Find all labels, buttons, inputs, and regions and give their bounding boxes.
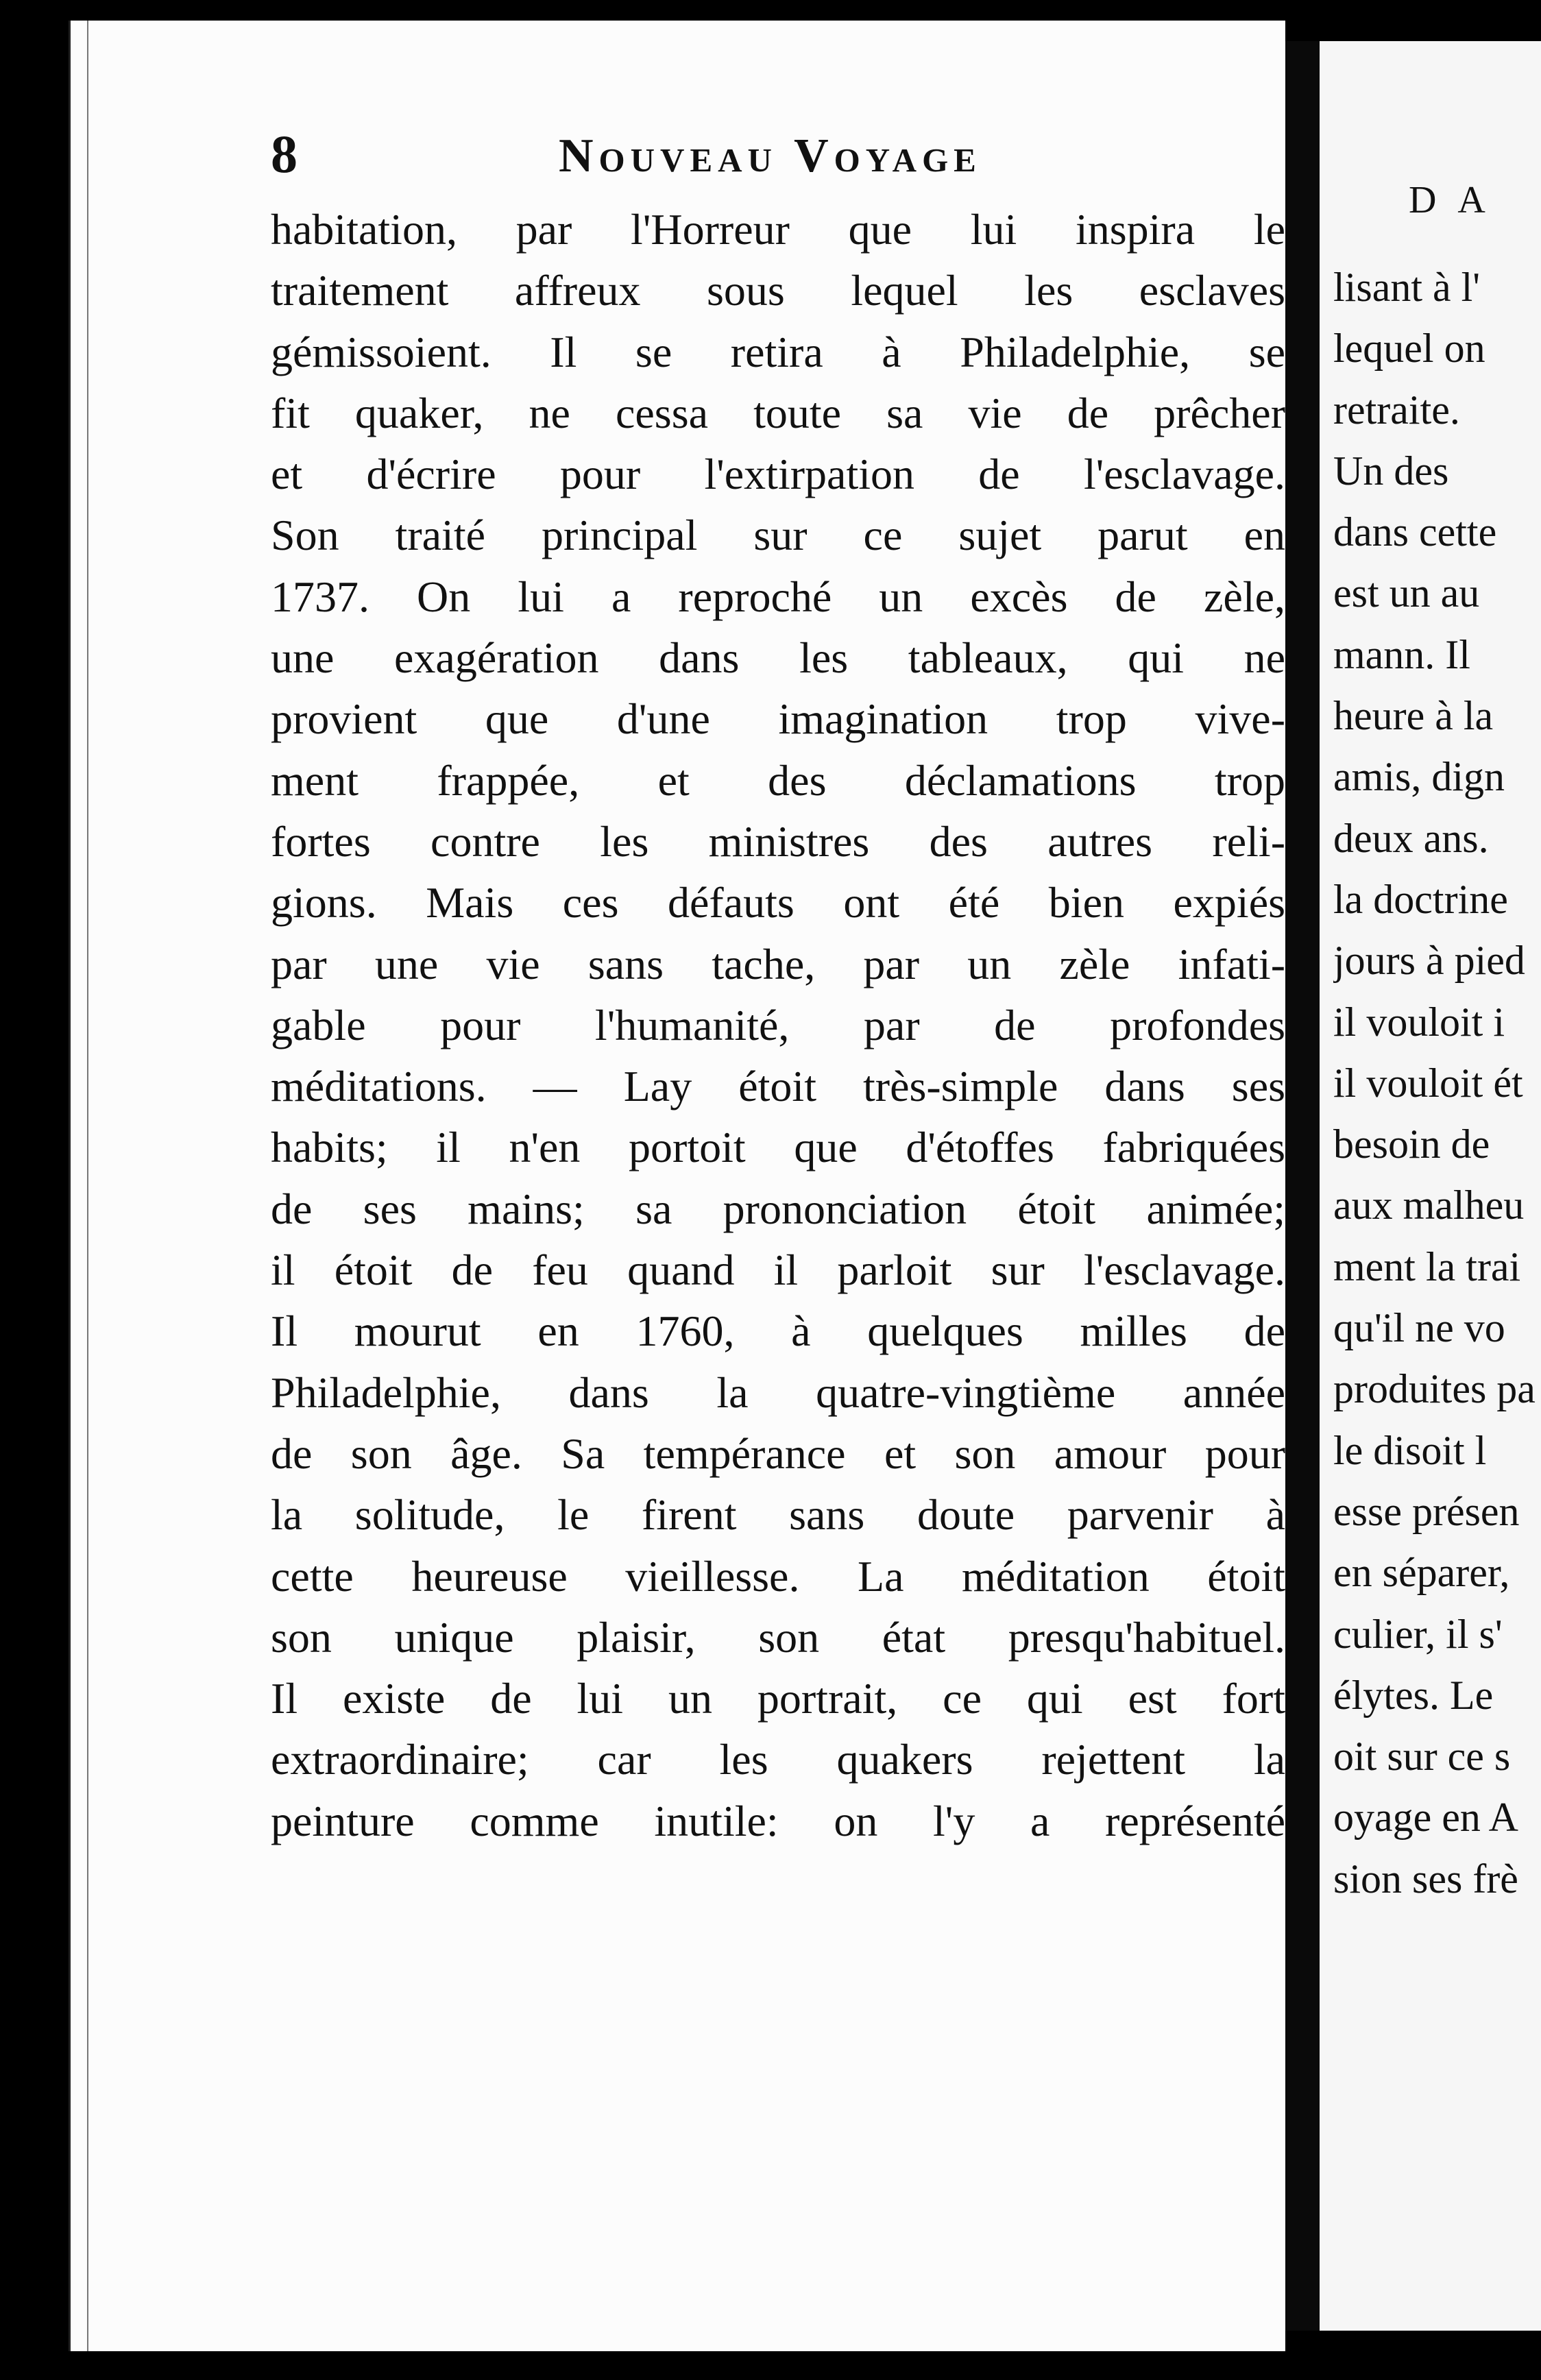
text-line: est un au xyxy=(1333,570,1480,616)
text-line: mann. Il xyxy=(1333,631,1470,677)
text-line: jours à pied xyxy=(1333,938,1525,984)
text-line: amis, dign xyxy=(1333,754,1505,800)
text-line: esse présen xyxy=(1333,1488,1520,1534)
text-line: Philadelphie, dans la quatre-vingtième année xyxy=(271,1368,1285,1417)
text-line: retraite. xyxy=(1333,387,1460,433)
text-line: et d'écrire pour l'extirpation de l'esclavage. xyxy=(271,450,1285,499)
text-line: il vouloit i xyxy=(1333,999,1505,1045)
text-line: de son âge. Sa tempérance et son amour pour xyxy=(271,1429,1285,1478)
text-line: gions. Mais ces défauts ont été bien expiés xyxy=(271,878,1285,927)
text-line: culier, il s' xyxy=(1333,1611,1503,1657)
running-head: Nouveau Voyage xyxy=(559,130,982,182)
page-header xyxy=(271,123,1162,185)
right-page-text xyxy=(1333,257,1541,1910)
text-line: gémissoient. Il se retira à Philadelphie, se xyxy=(271,327,1285,376)
text-line: extraordinaire; car les quakers rejettent la xyxy=(271,1735,1285,1784)
text-line: qu'il ne vo xyxy=(1333,1305,1505,1351)
text-line: le disoit l xyxy=(1333,1427,1487,1473)
text-line: peinture comme inutile: on l'y a représenté xyxy=(271,1796,1285,1845)
text-line: oyage en A xyxy=(1333,1795,1518,1841)
text-line: ment la trai xyxy=(1333,1243,1521,1289)
text-line: lequel on xyxy=(1333,326,1485,372)
text-line: la solitude, le firent sans doute parvenir à xyxy=(271,1490,1285,1540)
text-line: besoin de xyxy=(1333,1121,1490,1167)
text-line: ment frappée, et des déclamations trop xyxy=(271,755,1285,805)
text-line: en séparer, xyxy=(1333,1550,1510,1596)
text-line: oit sur ce s xyxy=(1333,1734,1511,1780)
page-edge xyxy=(69,21,88,2351)
text-line: sion ses frè xyxy=(1333,1856,1518,1902)
text-line: Il mourut en 1760, à quelques milles de xyxy=(271,1307,1285,1356)
text-line: cette heureuse vieillesse. La méditation étoit xyxy=(271,1551,1285,1601)
text-line: heure à la xyxy=(1333,693,1494,739)
text-line: lisant à l' xyxy=(1333,265,1481,310)
text-line: il étoit de feu quand il parloit sur l'esclavage. xyxy=(271,1246,1285,1295)
right-page xyxy=(1320,41,1541,2331)
text-line: fortes contre les ministres des autres reli- xyxy=(271,816,1285,866)
body-text xyxy=(271,199,1285,1851)
right-running-head: D A xyxy=(1409,179,1492,221)
text-line: Son traité principal sur ce sujet parut en xyxy=(271,511,1285,560)
text-line: deux ans. xyxy=(1333,815,1489,861)
text-line: aux malheu xyxy=(1333,1182,1525,1228)
text-line: dans cette xyxy=(1333,509,1497,555)
text-line: méditations. — Lay étoit très-simple dans ses xyxy=(271,1062,1285,1111)
page-number: 8 xyxy=(271,124,298,184)
text-line: fit quaker, ne cessa toute sa vie de prêcher xyxy=(271,388,1285,437)
text-line: par une vie sans tache, par un zèle infati- xyxy=(271,939,1285,988)
text-line: il vouloit ét xyxy=(1333,1060,1523,1106)
text-line: Il existe de lui un portrait, ce qui est fort xyxy=(271,1674,1285,1723)
text-line: Un des xyxy=(1333,448,1449,494)
text-line: de ses mains; sa prononciation étoit animée; xyxy=(271,1184,1285,1233)
text-line: habits; il n'en portoit que d'étoffes fabriquées xyxy=(271,1123,1285,1172)
text-line: provient que d'une imagination trop vive- xyxy=(271,694,1285,744)
text-line: traitement affreux sous lequel les esclaves xyxy=(271,266,1285,315)
text-line: la doctrine xyxy=(1333,876,1508,922)
text-line: 1737. On lui a reproché un excès de zèle, xyxy=(271,572,1285,621)
text-line: gable pour l'humanité, par de profondes xyxy=(271,1000,1285,1049)
book-gutter xyxy=(1285,41,1323,2331)
text-line: élytes. Le xyxy=(1333,1672,1494,1718)
text-line: habitation, par l'Horreur que lui inspira le xyxy=(271,205,1285,254)
text-line: une exagération dans les tableaux, qui ne xyxy=(271,633,1285,683)
text-line: produites pa xyxy=(1333,1366,1536,1412)
text-line: son unique plaisir, son état presqu'habituel. xyxy=(271,1612,1285,1662)
